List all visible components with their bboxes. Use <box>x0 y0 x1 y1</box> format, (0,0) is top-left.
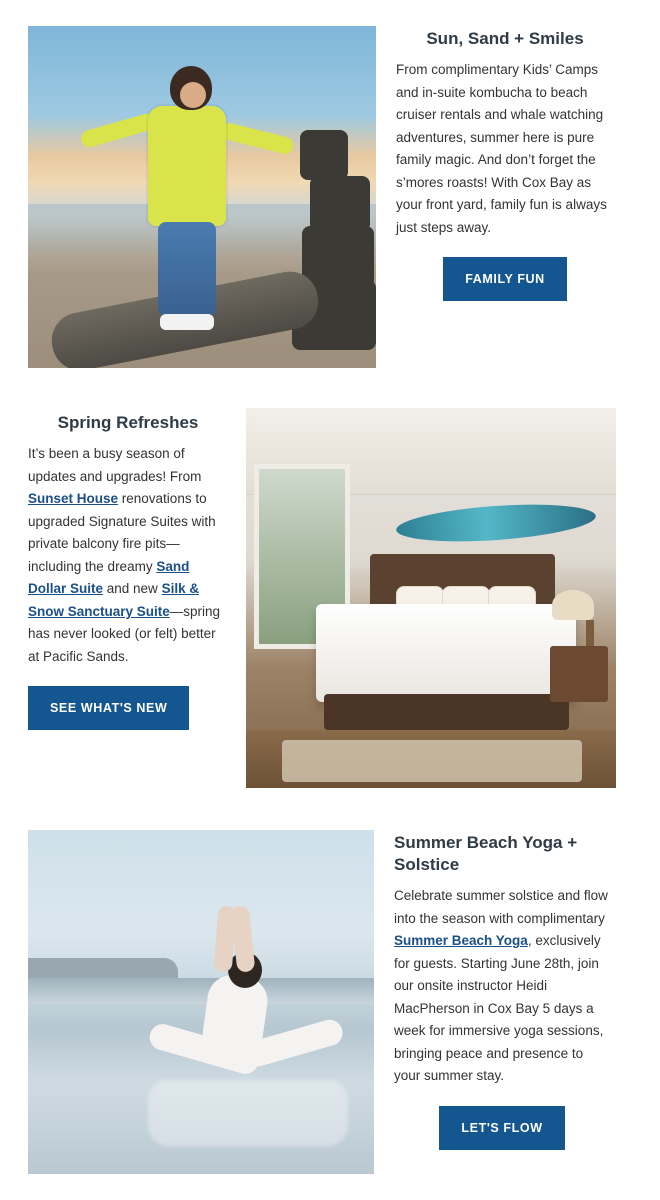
spring-refreshes-title: Spring Refreshes <box>57 413 199 432</box>
family-fun-body: From complimentary Kids’ Camps and in-suite kombucha to beach cruiser rentals and whale watching adventures, summer here is pure family magic. And don’t forget the s’mores roasts! With Cox Bay as your front yard, family fun is always just steps away. <box>396 62 607 235</box>
section-family-fun <box>0 0 660 368</box>
yoga-body-part-1: Celebrate summer solstice and flow into the season with complimentary <box>394 888 608 926</box>
family-fun-title: Sun, Sand + Smiles <box>426 29 584 48</box>
see-whats-new-button[interactable]: SEE WHAT'S NEW <box>28 686 189 730</box>
section-divider-2 <box>0 788 660 808</box>
sunset-house-link[interactable]: Sunset House <box>28 491 119 507</box>
section-summer-beach-yoga <box>0 808 660 1174</box>
spring-refreshes-body <box>28 443 228 668</box>
silk-and-snow-sanctuary-suite-link[interactable]: Silk & Snow Sanctuary Suite <box>28 581 200 619</box>
spring-refreshes-image-column <box>246 408 616 788</box>
spring-body-part-1: It’s been a busy season of updates and upgrades! From <box>28 446 202 484</box>
spring-body-part-3: and new <box>103 581 162 597</box>
spring-body-part-4: —spring has never looked (or felt) better at Pacific Sands. <box>28 603 221 664</box>
summer-beach-yoga-text-column <box>394 830 610 1174</box>
summer-beach-yoga-link[interactable]: Summer Beach Yoga <box>394 933 528 949</box>
section-divider-1 <box>0 368 660 388</box>
child-on-driftwood-photo <box>28 26 376 368</box>
sand-dollar-suite-link[interactable]: Sand Dollar Suite <box>28 558 190 597</box>
family-fun-text-column <box>396 26 614 368</box>
summer-beach-yoga-title: Summer Beach Yoga + Solstice <box>394 833 578 875</box>
summer-beach-yoga-image-column <box>28 830 374 1174</box>
spring-body-part-2: renovations to upgraded Signature Suites with private balcony fire pits—including the dreamy <box>28 491 216 574</box>
guest-suite-bedroom-photo <box>246 408 616 788</box>
yoga-body-part-2: , exclusively for guests. Starting June 28th, join our onsite instructor Heidi MacPherson in Cox Bay 5 days a week for immersive yoga sessions, bringing peace and presence to your summer stay. <box>394 933 604 1084</box>
family-fun-button[interactable]: FAMILY FUN <box>443 257 567 301</box>
family-fun-button-wrap <box>396 257 614 301</box>
family-fun-image-column <box>28 26 376 368</box>
section-spring-refreshes <box>0 388 660 788</box>
beach-yoga-photo <box>28 830 374 1174</box>
lets-flow-button[interactable]: LET'S FLOW <box>439 1106 564 1150</box>
spring-refreshes-text-column <box>28 408 228 788</box>
spring-refreshes-button-wrap <box>28 686 228 730</box>
summer-beach-yoga-button-wrap <box>394 1106 610 1150</box>
summer-beach-yoga-body <box>394 885 610 1088</box>
